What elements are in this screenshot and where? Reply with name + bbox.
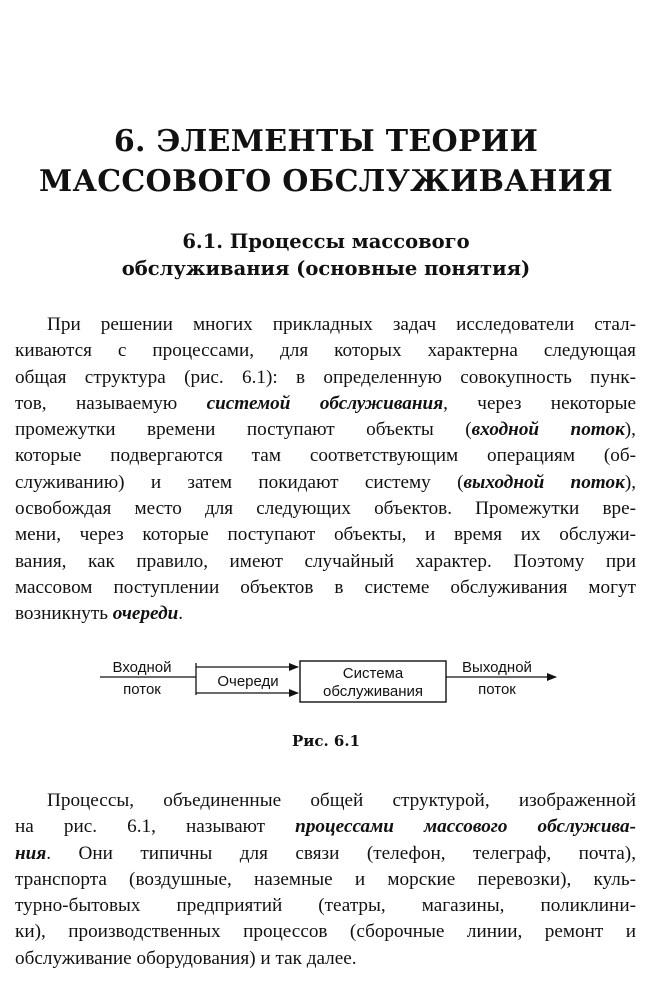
chapter-title: [0, 122, 652, 202]
p1-line: киваются с процессами, для которых характерна следующая: [15, 340, 636, 362]
term-queues: очереди: [112, 603, 179, 625]
p2-line: ки), производственных процессов (сборочные линии, ремонт и: [15, 921, 636, 943]
text-run: возникнуть: [15, 603, 113, 625]
p1-line: При решении многих прикладных задач исследователи стал-: [47, 314, 636, 335]
section-title-line1: 6.1. Процессы массового: [182, 230, 470, 253]
p2-line: обслуживание оборудования) и так далее.: [15, 947, 357, 969]
text-run: , через некоторые: [443, 392, 637, 414]
p1-line: которые подвергаются там соответствующим операциям (об-: [15, 445, 636, 467]
p2-line: Процессы, объединенные общей структурой, изображенной: [47, 790, 636, 811]
text-run: на рис. 6.1, называют: [15, 816, 296, 838]
text-run: ),: [624, 419, 636, 441]
p1-line: [15, 417, 636, 443]
text-run: . Они типичны для связи (телефон, телеграф, почта),: [46, 842, 636, 864]
p1-line: массовом поступлении объектов в системе обслуживания могут: [15, 576, 636, 598]
figure-6-1: [0, 655, 652, 715]
system-label-bottom: обслуживания: [322, 683, 424, 700]
chapter-title-line2: МАССОВОГО ОБСЛУЖИВАНИЯ: [38, 164, 614, 199]
section-title: [0, 228, 652, 282]
output-flow-label-top: Выходной: [462, 659, 532, 676]
text-run: тов, называемую: [15, 392, 207, 414]
paragraph-1: [15, 312, 636, 628]
input-flow-label-bottom: поток: [123, 681, 161, 698]
p1-line: мени, через которые поступают объекты, и время их обслужи-: [15, 524, 636, 546]
term-queueing-processes-end: ния: [15, 842, 47, 864]
input-flow-label-top: Входной: [112, 659, 172, 676]
text-run: служиванию) и затем покидают систему (: [15, 471, 464, 493]
p2-line: турно-бытовых предприятий (театры, магазины, поликлини-: [15, 895, 636, 917]
term-service-system: системой обслуживания: [206, 392, 444, 414]
paragraph-2: [15, 788, 636, 972]
term-input-flow: входной поток: [471, 419, 625, 441]
queue-label: Очереди: [217, 673, 279, 690]
system-label-top: Система: [342, 665, 404, 682]
term-output-flow: выходной поток: [463, 471, 625, 493]
output-flow-label-bottom: поток: [478, 681, 516, 698]
chapter-title-line1: 6. ЭЛЕМЕНТЫ ТЕОРИИ: [113, 124, 539, 159]
p2-line: транспорта (воздушные, наземные и морские перевозки), куль-: [15, 868, 636, 890]
p2-line: [15, 841, 636, 867]
figure-caption: Рис. 6.1: [291, 732, 361, 750]
section-title-line2: обслуживания (основные понятия): [121, 257, 531, 280]
p1-line: освобождая место для следующих объектов. Промежутки вре-: [15, 498, 636, 520]
p2-line: [15, 814, 636, 840]
p1-line: [15, 470, 636, 496]
text-run: промежутки времени поступают объекты (: [15, 419, 472, 441]
text-run: ),: [624, 471, 636, 493]
p1-line: общая структура (рис. 6.1): в определенную совокупность пунк-: [15, 366, 636, 388]
term-queueing-processes: процессами массового обслужива-: [295, 816, 636, 838]
text-run: .: [178, 603, 184, 625]
p1-line: вания, как правило, имеют случайный характер. Поэтому при: [15, 550, 636, 572]
p1-line: [15, 391, 636, 417]
p1-line: [15, 601, 636, 627]
